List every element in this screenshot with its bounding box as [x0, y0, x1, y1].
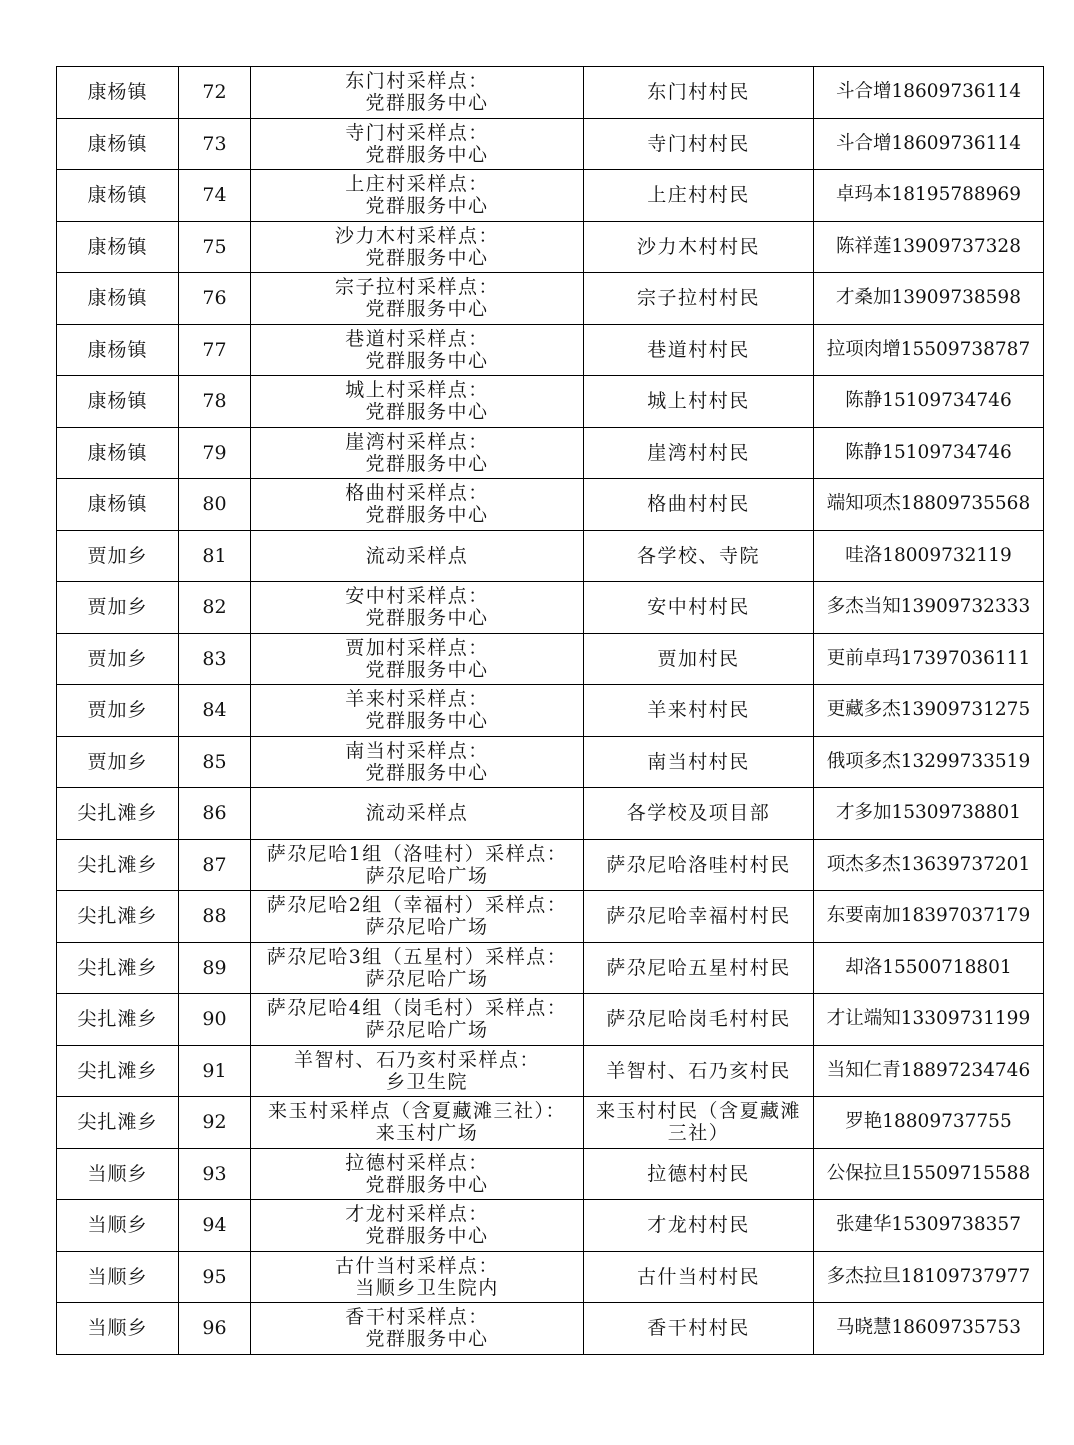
sampling-site-cell: [251, 685, 584, 737]
table-row: [57, 788, 1044, 840]
sampling-site-cell: [251, 479, 584, 531]
target-people-cell: [584, 118, 814, 170]
sampling-site-line: 党群服务中心: [365, 504, 489, 527]
table-row: [57, 633, 1044, 685]
town-cell: 尖扎滩乡: [57, 891, 179, 943]
sampling-site-cell: [251, 736, 584, 788]
sampling-site-line: 萨尕尼哈4组（岗毛村）采样点：: [266, 997, 568, 1020]
sampling-site-cell: [251, 427, 584, 479]
target-people-line: 东门村村民: [647, 81, 750, 104]
town-cell: 康杨镇: [57, 376, 179, 428]
sampling-site-line: 萨尕尼哈1组（洛哇村）采样点：: [266, 842, 568, 865]
sampling-site-cell: [251, 633, 584, 685]
target-people-cell: [584, 1148, 814, 1200]
sampling-site-line: 党群服务中心: [365, 298, 489, 321]
number-cell: 90: [179, 994, 251, 1046]
target-people-cell: [584, 427, 814, 479]
target-people-cell: [584, 376, 814, 428]
sampling-site-line: 东门村采样点：: [345, 70, 489, 93]
target-people-line: 安中村村民: [647, 596, 750, 619]
target-people-line: 贾加村民: [657, 647, 740, 670]
contact-cell: 马晓慧18609735753: [814, 1303, 1044, 1355]
target-people-cell: [584, 221, 814, 273]
table-row: [57, 582, 1044, 634]
table-row: [57, 1045, 1044, 1097]
table-row: [57, 479, 1044, 531]
target-people-cell: [584, 1097, 814, 1149]
contact-cell: 俄项多杰13299733519: [814, 736, 1044, 788]
town-cell: 康杨镇: [57, 479, 179, 531]
table-row: [57, 1097, 1044, 1149]
sampling-site-line: 格曲村采样点：: [345, 482, 489, 505]
target-people-line: 各学校、寺院: [636, 544, 760, 567]
contact-cell: 却洛15500718801: [814, 942, 1044, 994]
sampling-site-line: 党群服务中心: [365, 195, 489, 218]
target-people-line: 萨尕尼哈洛哇村村民: [606, 853, 791, 876]
target-people-line: 才龙村村民: [647, 1214, 750, 1237]
sampling-site-line: 党群服务中心: [365, 1328, 489, 1351]
town-cell: 尖扎滩乡: [57, 994, 179, 1046]
sampling-site-cell: [251, 1251, 584, 1303]
sampling-site-line: 党群服务中心: [365, 92, 489, 115]
target-people-cell: [584, 1251, 814, 1303]
sampling-site-line: 香干村采样点：: [345, 1306, 489, 1329]
target-people-cell: [584, 273, 814, 325]
sampling-site-line: 来玉村广场: [375, 1122, 479, 1145]
target-people-cell: [584, 1200, 814, 1252]
number-cell: 84: [179, 685, 251, 737]
number-cell: 81: [179, 530, 251, 582]
sampling-site-cell: [251, 582, 584, 634]
table-row: [57, 221, 1044, 273]
sampling-site-line: 萨尕尼哈广场: [365, 864, 489, 887]
sampling-site-line: 来玉村采样点（含夏藏滩三社）：: [267, 1100, 566, 1123]
sampling-site-line: 萨尕尼哈3组（五星村）采样点：: [266, 945, 568, 968]
number-cell: 75: [179, 221, 251, 273]
sampling-site-cell: [251, 1303, 584, 1355]
sampling-site-line: 萨尕尼哈广场: [365, 916, 489, 939]
town-cell: 康杨镇: [57, 170, 179, 222]
table-row: [57, 994, 1044, 1046]
target-people-line: 沙力木村村民: [636, 235, 760, 258]
sampling-site-line: 羊来村采样点：: [345, 688, 489, 711]
sampling-site-line: 南当村采样点：: [345, 739, 489, 762]
table-row: [57, 376, 1044, 428]
number-cell: 86: [179, 788, 251, 840]
target-people-line: 三社）: [667, 1122, 730, 1145]
sampling-site-line: 沙力木村采样点：: [334, 224, 499, 247]
sampling-site-cell: [251, 1045, 584, 1097]
sampling-site-cell: [251, 530, 584, 582]
town-cell: 当顺乡: [57, 1200, 179, 1252]
table-row: [57, 530, 1044, 582]
sampling-site-cell: [251, 67, 584, 119]
number-cell: 85: [179, 736, 251, 788]
target-people-line: 南当村村民: [647, 750, 750, 773]
number-cell: 95: [179, 1251, 251, 1303]
number-cell: 77: [179, 324, 251, 376]
target-people-line: 宗子拉村村民: [636, 287, 760, 310]
target-people-cell: [584, 942, 814, 994]
number-cell: 72: [179, 67, 251, 119]
sampling-site-cell: [251, 376, 584, 428]
contact-cell: 多杰拉旦18109737977: [814, 1251, 1044, 1303]
contact-cell: 才桑加13909738598: [814, 273, 1044, 325]
sampling-site-cell: [251, 170, 584, 222]
sampling-site-line: 萨尕尼哈广场: [365, 1019, 489, 1042]
town-cell: 当顺乡: [57, 1251, 179, 1303]
target-people-line: 香干村村民: [647, 1317, 750, 1340]
town-cell: 康杨镇: [57, 221, 179, 273]
town-cell: 贾加乡: [57, 736, 179, 788]
sampling-site-cell: [251, 1097, 584, 1149]
target-people-cell: [584, 891, 814, 943]
target-people-cell: [584, 67, 814, 119]
contact-cell: 拉项肉增15509738787: [814, 324, 1044, 376]
contact-cell: 陈祥莲13909737328: [814, 221, 1044, 273]
target-people-line: 崖湾村村民: [647, 441, 750, 464]
sampling-site-line: 党群服务中心: [365, 658, 489, 681]
target-people-cell: [584, 685, 814, 737]
table-row: [57, 839, 1044, 891]
contact-cell: 多杰当知13909732333: [814, 582, 1044, 634]
target-people-cell: [584, 479, 814, 531]
sampling-site-line: 党群服务中心: [365, 349, 489, 372]
contact-cell: 哇洛18009732119: [814, 530, 1044, 582]
contact-cell: 才让端知13309731199: [814, 994, 1044, 1046]
table-row: [57, 67, 1044, 119]
town-cell: 当顺乡: [57, 1148, 179, 1200]
target-people-line: 来玉村村民（含夏藏滩: [595, 1100, 801, 1123]
sampling-site-line: 安中村采样点：: [345, 585, 489, 608]
table-row: [57, 1303, 1044, 1355]
number-cell: 92: [179, 1097, 251, 1149]
target-people-cell: [584, 788, 814, 840]
contact-cell: 项杰多杰13639737201: [814, 839, 1044, 891]
sampling-site-cell: [251, 221, 584, 273]
number-cell: 91: [179, 1045, 251, 1097]
target-people-cell: [584, 324, 814, 376]
sampling-site-cell: [251, 118, 584, 170]
sampling-site-line: 流动采样点: [365, 544, 469, 567]
contact-cell: 当知仁青18897234746: [814, 1045, 1044, 1097]
contact-cell: 端知项杰18809735568: [814, 479, 1044, 531]
target-people-line: 拉德村村民: [647, 1162, 750, 1185]
number-cell: 82: [179, 582, 251, 634]
target-people-line: 寺门村村民: [647, 132, 750, 155]
number-cell: 88: [179, 891, 251, 943]
number-cell: 76: [179, 273, 251, 325]
sampling-site-line: 崖湾村采样点：: [345, 430, 489, 453]
target-people-line: 羊智村、石乃亥村民: [606, 1059, 791, 1082]
table-row: [57, 1148, 1044, 1200]
target-people-cell: [584, 582, 814, 634]
sampling-site-line: 贾加村采样点：: [345, 636, 489, 659]
sampling-site-line: 羊智村、石乃亥村采样点：: [293, 1048, 540, 1071]
number-cell: 96: [179, 1303, 251, 1355]
number-cell: 79: [179, 427, 251, 479]
town-cell: 康杨镇: [57, 273, 179, 325]
town-cell: 贾加乡: [57, 685, 179, 737]
target-people-line: 萨尕尼哈五星村村民: [606, 956, 791, 979]
table-row: [57, 685, 1044, 737]
target-people-cell: [584, 1303, 814, 1355]
number-cell: 93: [179, 1148, 251, 1200]
sampling-site-line: 上庄村采样点：: [345, 173, 489, 196]
table-row: [57, 1200, 1044, 1252]
sampling-site-cell: [251, 324, 584, 376]
table-row: [57, 427, 1044, 479]
number-cell: 87: [179, 839, 251, 891]
table-row: [57, 736, 1044, 788]
contact-cell: 东要南加18397037179: [814, 891, 1044, 943]
target-people-cell: [584, 839, 814, 891]
contact-cell: 斗合增18609736114: [814, 118, 1044, 170]
sampling-site-line: 党群服务中心: [365, 143, 489, 166]
number-cell: 78: [179, 376, 251, 428]
sampling-site-line: 党群服务中心: [365, 246, 489, 269]
target-people-line: 巷道村村民: [647, 338, 750, 361]
town-cell: 康杨镇: [57, 118, 179, 170]
contact-cell: 陈静15109734746: [814, 376, 1044, 428]
sampling-site-line: 寺门村采样点：: [345, 121, 489, 144]
contact-cell: 更前卓玛17397036111: [814, 633, 1044, 685]
target-people-line: 各学校及项目部: [626, 802, 771, 825]
town-cell: 尖扎滩乡: [57, 1097, 179, 1149]
target-people-cell: [584, 530, 814, 582]
sampling-site-line: 党群服务中心: [365, 761, 489, 784]
town-cell: 贾加乡: [57, 633, 179, 685]
town-cell: 康杨镇: [57, 67, 179, 119]
number-cell: 80: [179, 479, 251, 531]
sampling-site-line: 当顺乡卫生院内: [355, 1276, 499, 1299]
town-cell: 康杨镇: [57, 427, 179, 479]
table-row: [57, 942, 1044, 994]
target-people-cell: [584, 736, 814, 788]
sampling-site-cell: [251, 1148, 584, 1200]
sampling-site-line: 党群服务中心: [365, 1173, 489, 1196]
contact-cell: 罗艳18809737755: [814, 1097, 1044, 1149]
sampling-site-line: 流动采样点: [365, 802, 469, 825]
number-cell: 89: [179, 942, 251, 994]
target-people-cell: [584, 170, 814, 222]
target-people-line: 格曲村村民: [647, 493, 750, 516]
target-people-cell: [584, 1045, 814, 1097]
town-cell: 当顺乡: [57, 1303, 179, 1355]
table-row: [57, 118, 1044, 170]
sampling-site-line: 党群服务中心: [365, 710, 489, 733]
table-body: [57, 67, 1044, 1355]
sampling-site-cell: [251, 1200, 584, 1252]
sampling-site-line: 党群服务中心: [365, 452, 489, 475]
sampling-site-line: 乡卫生院: [385, 1070, 468, 1093]
number-cell: 74: [179, 170, 251, 222]
target-people-line: 上庄村村民: [647, 184, 750, 207]
town-cell: 康杨镇: [57, 324, 179, 376]
town-cell: 贾加乡: [57, 582, 179, 634]
number-cell: 73: [179, 118, 251, 170]
town-cell: 尖扎滩乡: [57, 788, 179, 840]
sampling-site-cell: [251, 839, 584, 891]
sampling-site-line: 党群服务中心: [365, 401, 489, 424]
target-people-line: 古什当村村民: [636, 1265, 760, 1288]
sampling-site-cell: [251, 891, 584, 943]
sampling-sites-table: [56, 66, 1044, 1355]
contact-cell: 才多加15309738801: [814, 788, 1044, 840]
contact-cell: 更藏多杰13909731275: [814, 685, 1044, 737]
table-row: [57, 891, 1044, 943]
sampling-site-line: 宗子拉村采样点：: [334, 276, 499, 299]
target-people-cell: [584, 633, 814, 685]
contact-cell: 陈静15109734746: [814, 427, 1044, 479]
target-people-line: 萨尕尼哈幸福村村民: [606, 905, 791, 928]
sampling-site-line: 巷道村采样点：: [345, 327, 489, 350]
town-cell: 贾加乡: [57, 530, 179, 582]
sampling-site-line: 党群服务中心: [365, 1225, 489, 1248]
number-cell: 94: [179, 1200, 251, 1252]
contact-cell: 公保拉旦15509715588: [814, 1148, 1044, 1200]
sampling-site-line: 拉德村采样点：: [345, 1151, 489, 1174]
target-people-cell: [584, 994, 814, 1046]
town-cell: 尖扎滩乡: [57, 1045, 179, 1097]
sampling-site-line: 萨尕尼哈2组（幸福村）采样点：: [266, 894, 568, 917]
sampling-site-cell: [251, 942, 584, 994]
target-people-line: 城上村村民: [647, 390, 750, 413]
target-people-line: 羊来村村民: [647, 699, 750, 722]
sampling-site-line: 城上村采样点：: [345, 379, 489, 402]
number-cell: 83: [179, 633, 251, 685]
table-row: [57, 1251, 1044, 1303]
sampling-site-cell: [251, 788, 584, 840]
sampling-site-line: 才龙村采样点：: [345, 1203, 489, 1226]
contact-cell: 斗合增18609736114: [814, 67, 1044, 119]
town-cell: 尖扎滩乡: [57, 942, 179, 994]
sampling-site-line: 党群服务中心: [365, 607, 489, 630]
town-cell: 尖扎滩乡: [57, 839, 179, 891]
sampling-site-cell: [251, 994, 584, 1046]
sampling-site-line: 古什当村采样点：: [334, 1254, 499, 1277]
table-row: [57, 170, 1044, 222]
contact-cell: 卓玛本18195788969: [814, 170, 1044, 222]
table-row: [57, 273, 1044, 325]
sampling-site-cell: [251, 273, 584, 325]
table-row: [57, 324, 1044, 376]
contact-cell: 张建华15309738357: [814, 1200, 1044, 1252]
target-people-line: 萨尕尼哈岗毛村村民: [606, 1008, 791, 1031]
sampling-site-line: 萨尕尼哈广场: [365, 967, 489, 990]
